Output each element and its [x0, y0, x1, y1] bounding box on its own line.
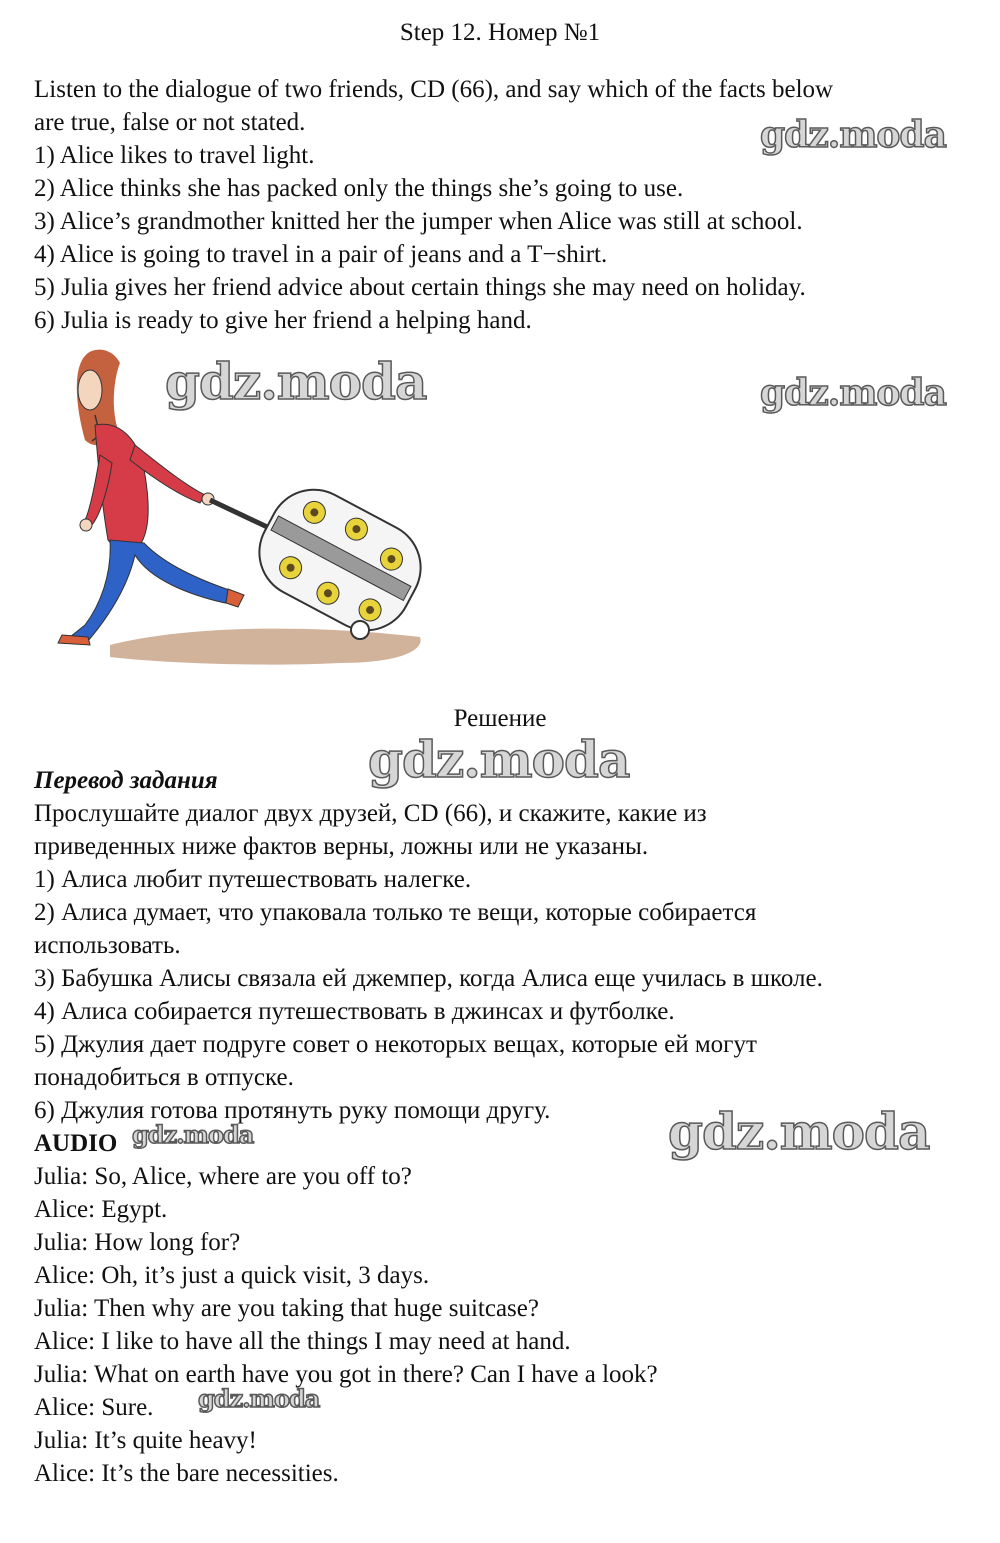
- dialogue-line: Julia: So, Alice, where are you off to?: [34, 1163, 412, 1190]
- dialogue-line: Alice: Oh, it’s just a quick visit, 3 days.: [34, 1262, 430, 1289]
- watermark: gdz.moda: [198, 1384, 320, 1413]
- dialogue-line: Julia: Then why are you taking that huge suitcase?: [34, 1295, 539, 1322]
- translation-line: использовать.: [34, 932, 181, 959]
- translation-line: понадобиться в отпуске.: [34, 1064, 294, 1091]
- fact-item: 5) Julia gives her friend advice about certain things she may need on holiday.: [34, 274, 806, 301]
- translation-line: 5) Джулия дает подруге совет о некоторых вещах, которые ей могут: [34, 1031, 757, 1058]
- translation-line: 1) Алиса любит путешествовать налегке.: [34, 866, 472, 893]
- audio-label: AUDIO: [34, 1130, 118, 1157]
- watermark: gdz.moda: [368, 730, 630, 789]
- dialogue-line: Alice: I like to have all the things I may need at hand.: [34, 1328, 571, 1355]
- watermark: gdz.moda: [760, 372, 946, 414]
- task-intro-line: are true, false or not stated.: [34, 109, 306, 136]
- translation-line: 2) Алиса думает, что упаковала только те вещи, которые собирается: [34, 899, 757, 926]
- translation-line: 6) Джулия готова протянуть руку помощи другу.: [34, 1097, 551, 1124]
- dialogue-line: Alice: Sure.: [34, 1394, 154, 1421]
- page-title: Step 12. Номер №1: [399, 19, 601, 46]
- dialogue-line: Julia: How long for?: [34, 1229, 241, 1256]
- dialogue-line: Alice: Egypt.: [34, 1196, 168, 1223]
- watermark: gdz.moda: [132, 1120, 254, 1149]
- translation-line: 4) Алиса собирается путешествовать в джинсах и футболке.: [34, 998, 675, 1025]
- fact-item: 2) Alice thinks she has packed only the things she’s going to use.: [34, 175, 684, 202]
- translation-title: Перевод задания: [34, 767, 218, 794]
- watermark: gdz.moda: [165, 352, 427, 411]
- fact-item: 1) Alice likes to travel light.: [34, 142, 315, 169]
- task-intro-line: Listen to the dialogue of two friends, CD (66), and say which of the facts below: [34, 76, 834, 103]
- translation-line: Прослушайте диалог двух друзей, CD (66), и скажите, какие из: [34, 800, 707, 827]
- fact-item: 4) Alice is going to travel in a pair of jeans and a T−shirt.: [34, 241, 608, 268]
- dialogue-line: Julia: What on earth have you got in there? Can I have a look?: [34, 1361, 658, 1388]
- fact-item: 3) Alice’s grandmother knitted her the jumper when Alice was still at school.: [34, 208, 803, 235]
- dialogue-line: Julia: It’s quite heavy!: [34, 1427, 257, 1454]
- dialogue-line: Alice: It’s the bare necessities.: [34, 1460, 339, 1487]
- solution-heading: Решение: [453, 705, 547, 732]
- translation-line: приведенных ниже фактов верны, ложны или не указаны.: [34, 833, 649, 860]
- watermark: gdz.moda: [760, 114, 946, 156]
- watermark: gdz.moda: [668, 1102, 930, 1161]
- fact-item: 6) Julia is ready to give her friend a helping hand.: [34, 307, 532, 334]
- translation-line: 3) Бабушка Алисы связала ей джемпер, когда Алиса еще училась в школе.: [34, 965, 823, 992]
